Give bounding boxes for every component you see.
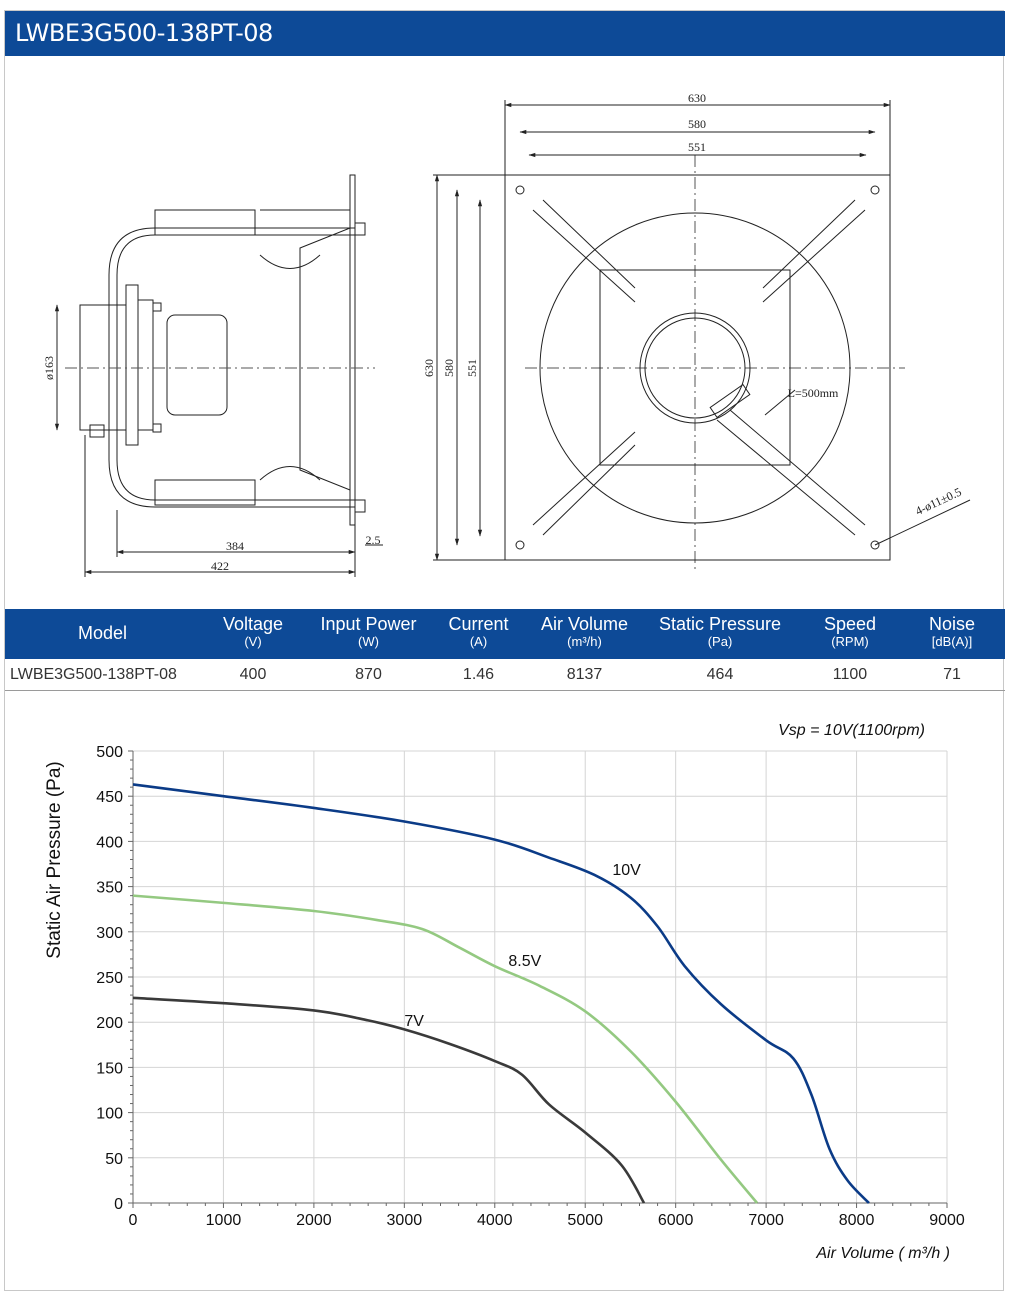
x-tick-label: 9000 xyxy=(929,1212,965,1229)
x-axis-label: Air Volume ( m³/h ) xyxy=(816,1245,950,1262)
dim-w551: 551 xyxy=(688,140,706,154)
front-view xyxy=(505,175,890,560)
dim-w630: 630 xyxy=(688,91,706,105)
header-noise: Noise [dB(A)] xyxy=(928,614,976,649)
spec-table-header xyxy=(5,609,1005,659)
dim-h551: 551 xyxy=(465,359,479,377)
x-tick-label: 8000 xyxy=(838,1212,875,1229)
value-input-power: 870 xyxy=(355,666,382,683)
chart-subtitle: Vsp = 10V(1100rpm) xyxy=(778,722,925,739)
technical-drawing xyxy=(5,60,1005,605)
y-tick-label: 100 xyxy=(96,1105,123,1123)
dim-384: 384 xyxy=(226,539,244,553)
y-tick-label: 200 xyxy=(96,1015,123,1033)
y-tick-label: 150 xyxy=(96,1060,123,1078)
dim-h580: 580 xyxy=(442,359,456,377)
curve-label: 10V xyxy=(612,861,641,879)
dim-holes: 4-ø11±0.5 xyxy=(913,484,964,519)
x-tick-label: 2000 xyxy=(296,1212,332,1229)
x-tick-label: 0 xyxy=(128,1212,138,1229)
header-static-pressure: Static Pressure (Pa) xyxy=(658,614,782,649)
x-tick-label: 5000 xyxy=(567,1212,604,1229)
y-tick-label: 450 xyxy=(96,789,123,807)
spec-table-row xyxy=(5,659,1005,691)
y-tick-label: 500 xyxy=(96,744,123,761)
header-speed: Speed (RPM) xyxy=(823,614,877,649)
series-line-10V xyxy=(133,784,869,1203)
dim-h630: 630 xyxy=(422,359,436,377)
value-air-volume: 8137 xyxy=(566,666,603,683)
x-tick-label: 7000 xyxy=(748,1212,784,1229)
y-tick-label: 0 xyxy=(114,1196,123,1213)
page-title: LWBE3G500-138PT-08 xyxy=(15,19,273,47)
series-line-8.5V xyxy=(133,896,757,1203)
series-line-7V xyxy=(133,998,644,1203)
y-tick-label: 300 xyxy=(96,924,123,942)
title-bar xyxy=(5,11,1005,56)
value-static-pressure: 464 xyxy=(706,666,734,683)
header-voltage: Voltage (V) xyxy=(222,614,284,649)
y-tick-label: 250 xyxy=(96,970,123,987)
header-input-power: Input Power (W) xyxy=(320,614,417,649)
y-axis-label: Static Air Pressure (Pa) xyxy=(44,761,65,959)
x-tick-label: 6000 xyxy=(657,1212,694,1229)
value-speed: 1100 xyxy=(832,666,868,683)
side-view xyxy=(80,175,365,525)
dim-w580: 580 xyxy=(688,117,706,131)
dim-diameter: ø163 xyxy=(42,356,56,380)
header-air-volume: Air Volume (m³/h) xyxy=(540,614,629,649)
y-tick-label: 400 xyxy=(96,834,123,852)
y-tick-label: 50 xyxy=(105,1150,123,1168)
x-tick-label: 3000 xyxy=(386,1212,423,1229)
drawing-svg xyxy=(5,60,1005,605)
dim-cable: L=500mm xyxy=(787,386,839,400)
dim-422: 422 xyxy=(211,559,229,573)
curve-label: 8.5V xyxy=(508,953,542,971)
x-tick-label: 1000 xyxy=(205,1212,242,1229)
header-model: Model xyxy=(77,623,128,643)
header-current: Current (A) xyxy=(448,614,509,649)
y-tick-label: 350 xyxy=(96,879,123,897)
performance-chart xyxy=(5,700,1005,1290)
x-tick-label: 4000 xyxy=(476,1212,513,1229)
chart-svg xyxy=(5,700,1005,1290)
dim-offset: 2.5 xyxy=(365,533,381,547)
value-noise: 71 xyxy=(943,666,961,683)
curve-label: 7V xyxy=(404,1012,424,1030)
value-voltage: 400 xyxy=(239,666,267,683)
value-model: LWBE3G500-138PT-08 xyxy=(10,666,177,683)
value-current: 1.46 xyxy=(462,666,495,683)
